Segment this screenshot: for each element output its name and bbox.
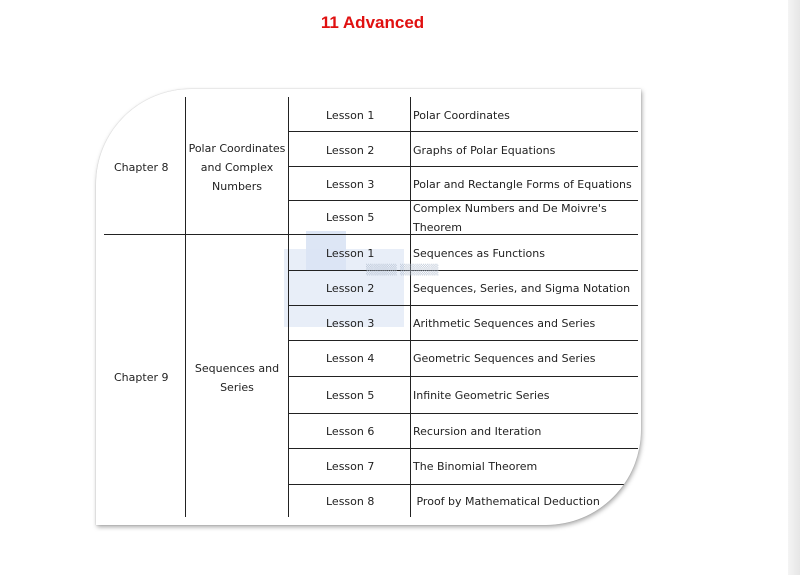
chapter-topic (186, 359, 288, 397)
lesson-number: Lesson 1 (326, 247, 375, 260)
chapter-topic-line: Numbers (212, 180, 262, 193)
watermark-text: ▒▒▒▒ ▒▒▒▒▒ (366, 265, 439, 276)
lesson-title: Arithmetic Sequences and Series (413, 317, 596, 330)
page-edge (788, 0, 800, 575)
table-divider (410, 97, 411, 517)
curriculum-table-card (96, 89, 641, 525)
table-divider (288, 340, 638, 341)
lesson-number: Lesson 2 (326, 282, 375, 295)
table-divider (288, 270, 638, 271)
lesson-title: Polar and Rectangle Forms of Equations (413, 178, 632, 191)
chapter-label: Chapter 8 (114, 161, 169, 174)
lesson-number: Lesson 3 (326, 178, 375, 191)
lesson-title: Graphs of Polar Equations (413, 144, 556, 157)
lesson-title: Proof by Mathematical Deduction (413, 495, 600, 508)
page-title: 11 Advanced (320, 13, 425, 32)
chapter-label: Chapter 9 (114, 371, 169, 384)
lesson-number: Lesson 8 (326, 495, 375, 508)
lesson-title: Recursion and Iteration (413, 425, 542, 438)
lesson-number: Lesson 5 (326, 211, 375, 224)
chapter-topic-line: Polar Coordinates (188, 142, 286, 155)
lesson-title-line: Theorem (413, 221, 462, 234)
lesson-number: Lesson 4 (326, 352, 375, 365)
chapter-topic-line: and Complex (200, 161, 274, 174)
chapter-topic-line: Series (220, 381, 254, 394)
table-divider (288, 131, 638, 132)
lesson-number: Lesson 7 (326, 460, 375, 473)
lesson-number: Lesson 5 (326, 389, 375, 402)
chapter-topic (186, 139, 288, 196)
table-divider (288, 97, 289, 517)
lesson-number: Lesson 3 (326, 317, 375, 330)
lesson-title: Sequences as Functions (413, 247, 545, 260)
lesson-title: Sequences, Series, and Sigma Notation (413, 282, 631, 295)
table-divider (288, 448, 638, 449)
lesson-title: Infinite Geometric Series (413, 389, 550, 402)
lesson-number: Lesson 6 (326, 425, 375, 438)
lesson-title: Geometric Sequences and Series (413, 352, 596, 365)
table-divider (288, 166, 638, 167)
lesson-title (413, 199, 607, 237)
lesson-title: Polar Coordinates (413, 109, 510, 122)
chapter-topic-line: Sequences and (194, 362, 280, 375)
lesson-title: The Binomial Theorem (413, 460, 538, 473)
table-divider (288, 413, 638, 414)
lesson-title-line: Complex Numbers and De Moivre's (413, 202, 607, 215)
lesson-number: Lesson 1 (326, 109, 375, 122)
table-divider (288, 305, 638, 306)
table-divider (288, 376, 638, 377)
lesson-number: Lesson 2 (326, 144, 375, 157)
table-divider (288, 484, 628, 485)
